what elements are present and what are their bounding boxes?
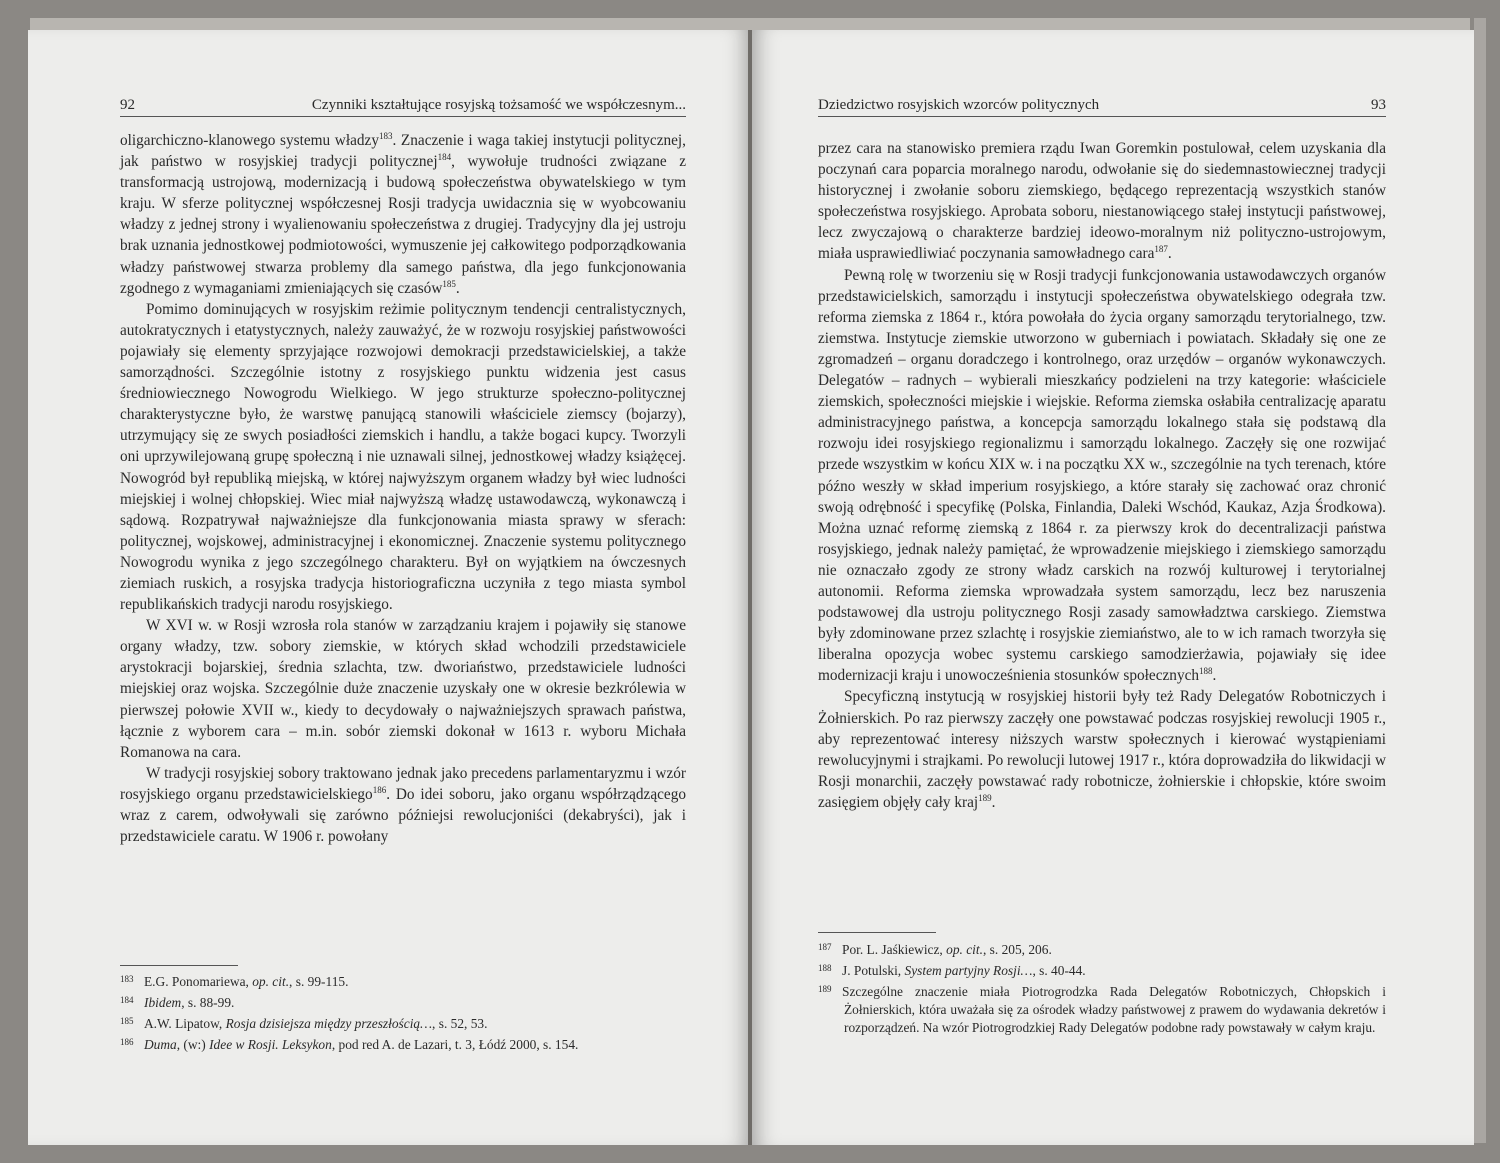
- footnote-title: op. cit.: [252, 974, 290, 989]
- text-run: W XVI w. w Rosji wzrosła rola stanów w zarządzaniu krajem i pojawiły się stanowe organy władzy, tzw. sobory ziemskie, w których skład wchodzili przedstawiciele arystokracji bojarskiej, średnia szlachta, tzw. dworiaństwo, przedstawiciele ludności miejskiej oraz wojska. Szczególnie duże znaczenie uzyskały one w okresie bezkrólewia w pierwszej połowie XVII w., kiedy to decydowały o najważniejszych sprawach państwa, łącznie z wyborem cara – m.in. sobór ziemski dokonał w 1613 r. wyboru Michała Romanowa na cara.: [120, 617, 686, 761]
- left-footnotes: [120, 970, 686, 1054]
- left-footnote-rule: [120, 965, 238, 966]
- footnote: [818, 980, 1386, 1037]
- right-page: [752, 30, 1474, 1145]
- footnote-text: , (w:): [176, 1037, 210, 1052]
- left-page-number: 92: [120, 97, 135, 113]
- footnote-title: op. cit.: [946, 942, 983, 957]
- paragraph: [818, 265, 1386, 687]
- text-run: przez cara na stanowisko premiera rządu Iwan Goremkin postulował, celem uzyskania dla poczynań cara poparcia moralnego narodu, odwołanie się do siedemnastowiecznej tradycji historycznej i zwołanie soboru ziemskiego, będącego reprezentacją wszystkich stanów społeczeństwa rosyjskiego. Aprobata soboru, niestanowiącego stałej instytucji państwowej, lecz zwyczajową o charakterze bardziej ideowo-moralnym niż polityczno-ustrojowym, miała usprawiedliwiać poczynania samowładnego cara: [818, 140, 1386, 263]
- footnote: [818, 959, 1386, 980]
- footnote: [120, 1012, 686, 1033]
- text-run: oligarchiczno-klanowego systemu władzy: [120, 132, 379, 149]
- footnote-title: Ibidem: [144, 995, 182, 1010]
- footnote-number: 186: [120, 1037, 134, 1047]
- footnote-ref: 184: [437, 152, 452, 162]
- footnote-title: Duma: [144, 1037, 177, 1052]
- right-running-header: [818, 90, 1386, 117]
- text-run: .: [991, 793, 996, 811]
- footnote-number: 188: [818, 963, 832, 973]
- footnote-text: , s. 88-99.: [181, 995, 235, 1010]
- footnote: [120, 991, 686, 1012]
- text-run: Pomimo dominujących w rosyjskim reżimie politycznym tendencji centralistycznych, autokratycznych i etatystycznych, należy zauważyć, że w rozwoju rosyjskiej państwowości pojawiały się elementy sprzyjające rozwojowi demokracji przedstawicielskiej, a także samorządności. Szczególnie istotny z rosyjskiego punktu widzenia jest casus średniowiecznego Nowogrodu Wielkiego. W jego strukturze społeczno-politycznej charakterystyczne było, że warstwę panującą stanowili właściciele ziemscy (bojarzy), utrzymujący się ze swych posiadłości ziemskich i handlu, a także bogaci kupcy. Tworzyli oni uprzywilejowaną grupę społeczną i nie uznawali silnej, jednostkowej władzy książęcej. Nowogród był republiką miejską, w której najwyższym organem władzy był wiec ludności miejskiej i wolnej chłopskiej. Wiec miał najwyższą władzę ustawodawczą, wykonawczą i sądową. Rozpatrywał najważniejsze dla funkcjonowania miasta sprawy w sferach: politycznej, wojskowej, administracyjnej i ekonomicznej. Znaczenie systemu politycznego Nowogrodu wynika z jego szczególnego charakteru. Był on wyjątkiem na ówczesnych ziemiach ruskich, a rosyjska tradycja historiograficzna uczyniła z tego miasta symbol republikańskich tradycji narodu rosyjskiego.: [120, 300, 686, 614]
- text-run: Specyficzną instytucją w rosyjskiej historii były też Rady Delegatów Robotniczych i Żołnierskich. Po raz pierwszy zaczęły one powstawać podczas rosyjskiej rewolucji 1905 r., aby reprezentować interesy niższych warstw społecznych i kierować wystąpieniami rewolucyjnymi i strajkami. Po rewolucji lutowej 1917 r., która doprowadziła do likwidacji w Rosji monarchii, zaczęły powstawać rady robotnicze, żołnierskie i chłopskie, które swoim zasięgiem objęły cały kraj: [818, 688, 1386, 811]
- text-run: , wywołuje trudności związane z transformacją ustrojową, modernizacją i budową społeczeństwa obywatelskiego w tym kraju. W sferze politycznej współczesnej Rosji tradycja uwidacznia się w wyobcowaniu władzy z jednej strony i wyalienowaniu społeczeństwa z drugiej. Tradycyjny dla jej ustroju brak uznania jednostkowej podmiotowości, wymuszenie jej całkowitego podporządkowania władzy państwowej stwarza problemy dla samego państwa, dla jego funkcjonowania zgodnego z wymaganiami zmieniających się czasów: [120, 153, 686, 297]
- text-run: W tradycji rosyjskiej sobory traktowano jednak jako precedens parlamentaryzmu i wzór rosyjskiego organu przedstawicielskiego: [120, 764, 686, 803]
- text-run: .: [1212, 667, 1217, 685]
- footnote-number: 187: [818, 942, 832, 952]
- footnote-text: A.W. Lipatow,: [144, 1016, 226, 1031]
- footnote-text: , s. 99-115.: [289, 974, 349, 989]
- footnote-number: 185: [120, 1016, 134, 1026]
- footnote-text: , s. 205, 206.: [982, 942, 1052, 957]
- paragraph: [818, 138, 1386, 265]
- footnote-ref: 185: [442, 278, 456, 289]
- text-run: .: [1167, 245, 1172, 263]
- right-footnotes: [818, 938, 1386, 1037]
- footnote-text: J. Potulski,: [842, 963, 905, 978]
- page-edge-right: [1474, 18, 1486, 1143]
- right-running-head: Dziedzictwo rosyjskich wzorców politycznych: [818, 97, 1100, 113]
- text-run: . Do idei soboru, jako organu współrządzącego wraz z carem, odwoływali się zarówno późniejsi rewolucjoniści (dekabryści), jak i przedstawiciele caratu. W 1906 r. powołany: [120, 785, 686, 846]
- footnote-text: , s. 40-44.: [1032, 963, 1086, 978]
- footnote-ref: 188: [1199, 666, 1213, 677]
- paragraph: [120, 763, 686, 847]
- footnote-number: 183: [120, 974, 134, 984]
- footnote-text: , s. 52, 53.: [432, 1016, 488, 1031]
- footnote-number: 189: [818, 984, 832, 994]
- right-page-number: 93: [1371, 97, 1386, 113]
- footnote-ref: 187: [1154, 244, 1168, 255]
- footnote: [120, 970, 686, 991]
- footnote-title: Rosja dzisiejsza między przeszłością…: [225, 1016, 433, 1031]
- right-body-text: [818, 138, 1386, 813]
- footnote: [818, 938, 1386, 959]
- footnote-title: Idee w Rosji. Leksykon: [209, 1037, 332, 1052]
- left-running-header: [120, 90, 686, 117]
- footnote-text: Szczególne znaczenie miała Piotrogrodzka Rada Delegatów Robotniczych, Chłopskich i Żołnierskich, która uważała się za ośrodek władzy państwowej z prawem do wydawania dekretów i rozporządzeń. Na wzór Piotrogrodzkiej Rady Delegatów podobne rady powstawały w całym kraju.: [842, 984, 1386, 1035]
- footnote-text: , pod red A. de Lazari, t. 3, Łódź 2000, s. 154.: [331, 1037, 579, 1052]
- footnote-ref: 186: [372, 784, 387, 795]
- left-running-head: Czynniki kształtujące rosyjską tożsamość we współczesnym...: [311, 97, 686, 113]
- paragraph: [120, 299, 686, 615]
- footnote-ref: 183: [378, 130, 393, 141]
- right-footnote-rule: [818, 932, 936, 933]
- paragraph: [120, 130, 686, 299]
- footnote-title: System partyjny Rosji…: [904, 963, 1033, 978]
- left-page: [28, 30, 750, 1145]
- paragraph: [120, 615, 686, 763]
- footnote: [120, 1033, 686, 1054]
- paragraph: [818, 686, 1386, 813]
- text-run: Pewną rolę w tworzeniu się w Rosji tradycji funkcjonowania ustawodawczych organów przedstawicielskich, samorządu i instytucji społeczeństwa obywatelskiego odegrała tzw. reforma ziemska z 1864 r., która powołała do życia organy samorządu terytorialnego, tzw. ziemstwa. Instytucje ziemskie utworzono w guberniach i powiatach. Składały się one ze zgromadzeń – organu doradczego i kontrolnego, oraz urzędów – organów wykonawczych. Delegatów – radnych – wybierali mieszkańcy podzieleni na trzy kategorie: właściciele ziemskich, społeczności miejskie i wiejskie. Reforma ziemska osłabiła centralizację aparatu administracyjnego państwa, a koncepcja samorządu lokalnego stała się podstawą dla rozwoju idei rosyjskiego regionalizmu i samorządu lokalnego. Zaczęły się one rozwijać przede wszystkim w końcu XIX w. i na początku XX w., szczególnie na tych terenach, które późno weszły w skład imperium rosyjskiego, a które starały się zachować oraz chronić swoją odrębność i specyfikę (Polska, Finlandia, Daleki Wschód, Kaukaz, Azja Środkowa). Można uznać reformę ziemską z 1864 r. za pierwszy krok do decentralizacji państwa rosyjskiego, jednak należy pamiętać, że wprowadzenie miejskiego i ziemskiego samorządu nie oznaczało zgody ze strony władz carskich na rozwój kulturowej i terytorialnej autonomii. Reforma ziemska wprowadzała system samorządu, lecz bez naruszenia podstawowej dla ustroju politycznego Rosji zasady samowładztwa carskiego. Ziemstwa były zdominowane przez szlachtę i rosyjskie ziemiaństwo, ale to w ich ramach tworzyła się liberalna opozycja wobec systemu carskiego samodzierżawia, pojawiały się idee modernizacji kraju i unowocześnienia stosunków społecznych: [818, 266, 1386, 685]
- footnote-number: 184: [120, 995, 134, 1005]
- footnote-ref: 189: [978, 792, 992, 803]
- left-body-text: [120, 130, 686, 847]
- footnote-text: Por. L. Jaśkiewicz,: [842, 942, 947, 957]
- text-run: . Znaczenie i waga takiej instytucji politycznej, jak państwo w rosyjskiej tradycji politycznej: [120, 132, 686, 171]
- text-run: .: [455, 279, 460, 297]
- footnote-text: E.G. Ponomariewa,: [144, 974, 253, 989]
